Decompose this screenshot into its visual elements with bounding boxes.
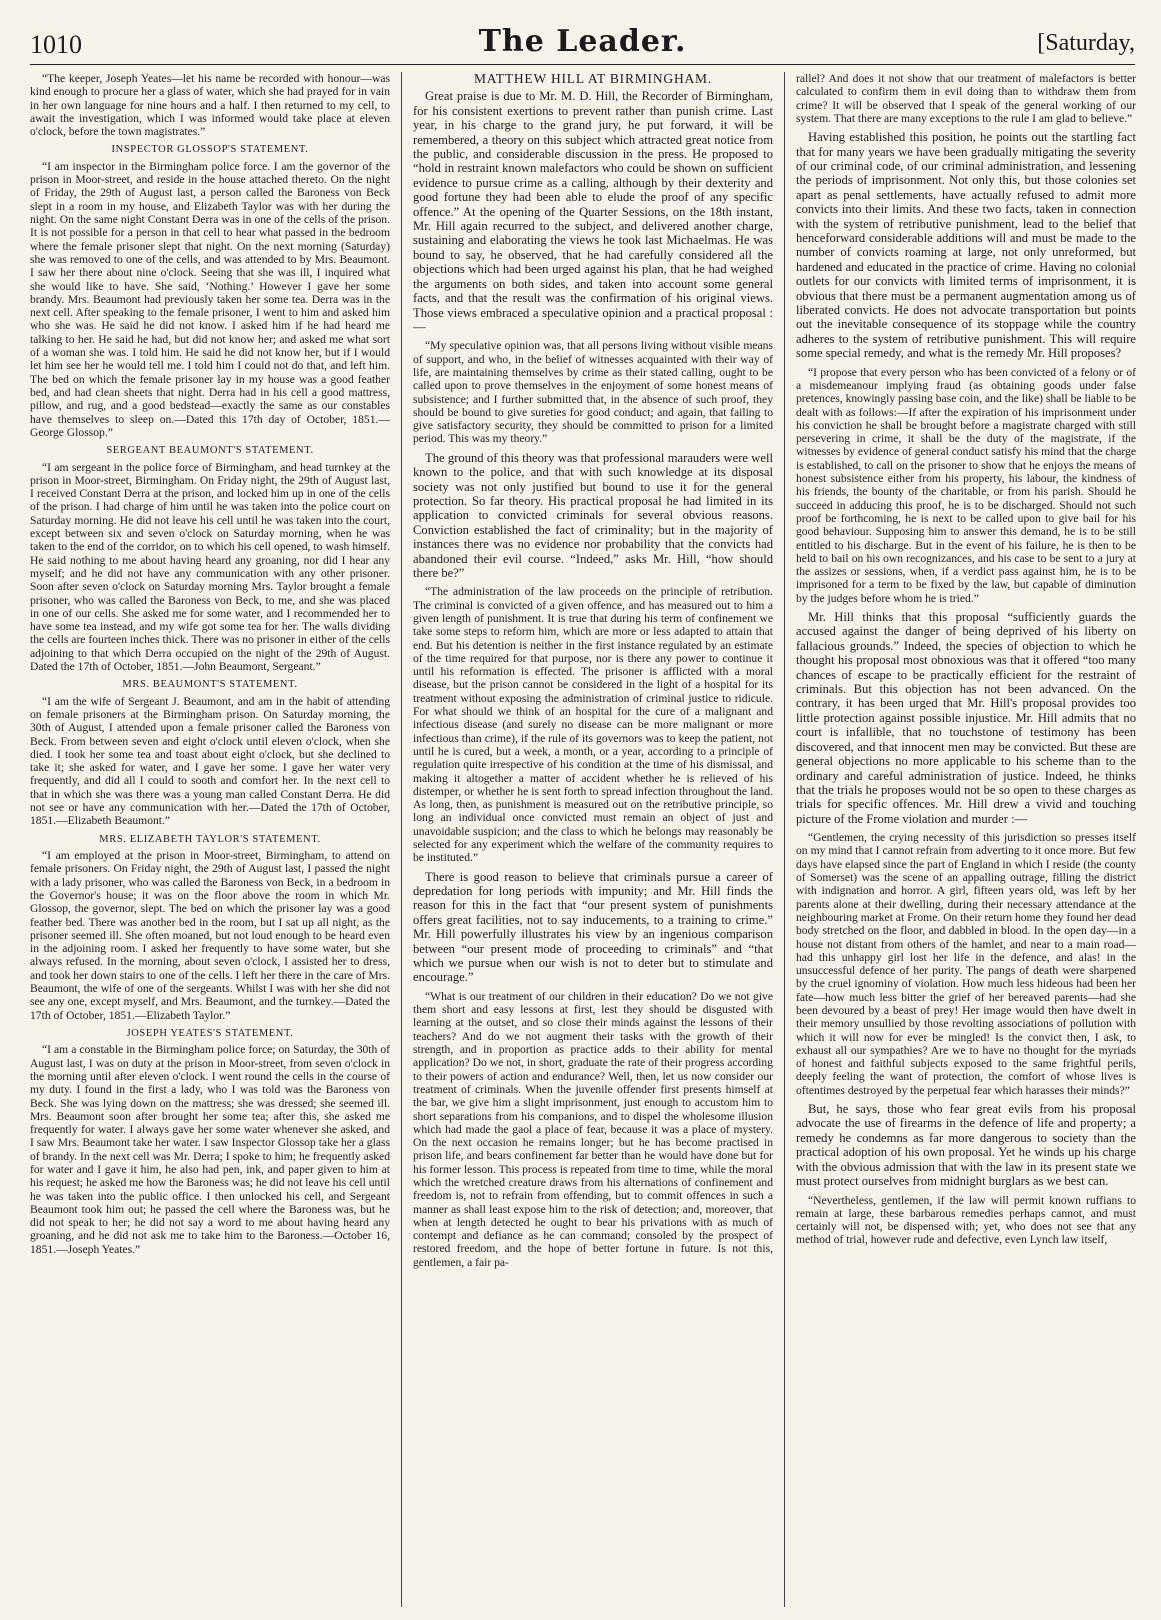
dateline: [Saturday, [1037, 30, 1135, 56]
column-2 [413, 72, 773, 1607]
paragraph: Having established this position, he points out the startling fact that for many years we have been gradually mitigating the severity of our criminal code, of our criminal administration, and lessening the periods of imprisonment. Not only this, but those colonies set apart as penal settlements, have actually refused to admit more convicts into their limits. And these two facts, taken in connection with the system of retributive punishment, lead to the belief that henceforward considerable additions will and must be made to the number of convicts roaming at large, not only unreformed, but hardened and educated in the practice of crime. Having no colonial outlets for our convicts with limited terms of imprisonment, it is obvious that there must be a permanent augmentation among us of liberated convicts. He does not advocate transportation but points out the inevitable consequence of its stoppage while the country adheres to the system of retributive punishment. This will require some special remedy, and what is the remedy Mr. Hill proposes? [796, 130, 1136, 361]
page-header [30, 18, 1135, 65]
quotation: “The administration of the law proceeds on the principle of retribution. The criminal is convicted of a given offence, and has measured out to him a given length of punishment. It is true that during his term of confinement we take some steps to reform him, which are more or less adapted to attain that end. But his detention is neither in the first instance regulated by an estimate of the time required for that purpose, nor is there any power to continue it until his reformation is effected. The prisoner is afflicted with a moral disease, but the prison cannot be considered in the light of a hospital for its treatment without exposing the administration of criminal justice to ridicule. For what should we think of an hospital for the cure of a malignant and infectious disease (and surely no disease can be more malignant or more infectious than crime), if the rule of its governors was to keep the patient, not until he is cured, but a week, a month, or a year, according to a principle of regulation quite irrespective of his condition at the time of his dismissal, and making it altogether a matter of accident whether he is relieved of his distemper, or whether he is sent forth to spread infection throughout the land. As long, then, as punishment is measured out on the retributive principle, so long an individual once convicted must remain an object of just and unavoidable suspicion; and the class to which he belongs may reasonably be selected for any experiment which the welfare of the community requires to be instituted.” [413, 585, 773, 865]
paragraph: Great praise is due to Mr. M. D. Hill, the Recorder of Birmingham, for his consistent exertions to prevent rather than punish crime. Last year, in his charge to the grand jury, he put forward, it will be remembered, a theory on this subject which attracted great notice from the public, and considerable discussion in the press. He proposed to “hold in restraint known malefactors who could be shown on sufficient evidence to pursue crime as a calling, although by their dexterity and good fortune they had been able to elude the proof of any specific offence.” At the opening of the Quarter Sessions, on the 18th instant, Mr. Hill again recurred to the subject, and delivered another charge, sustaining and elaborating the views he took last Michaelmas. He was bound to say, he observed, that he had carefully considered all the objections which had been urged against his plan, that he had weighed the arguments on both sides, and taken into account some general facts, and that the result was the confirmation of his original views. Those views embraced a speculative opinion and a practical proposal :— [413, 89, 773, 334]
section-heading: MRS. BEAUMONT'S STATEMENT. [122, 679, 298, 691]
quotation: rallel? And does it not show that our treatment of malefactors is better calculated to confirm them in evil doing than to withdraw them from crime? It will be observed that I speak of the general working of our system. That there are many exceptions to the rule I am glad to believe.” [796, 72, 1136, 125]
quotation: “What is our treatment of our children in their education? Do we not give them short and easy lessons at first, lest they should be disgusted with learning at the outset, and so close their minds against the lessons of their teachers? And do we not augment their tasks with the growth of their strength, and in proportion as practice adds to their ability for mental application? Do we not, in short, graduate the rate of their progress according to their powers of action and endurance? Well, then, let us now consider our treatment of criminals. When the juvenile offender first presents himself at the bar, we give him a slight imprisonment, just enough to accustom him to short separations from his companions, and to dispel the wholesome illusion which had made the gaol a place of fear, because it was a place of mystery. On the next occasion he remains longer; but he has become practised in prison life, and bears confinement far better than he would have done but for his former lesson. This process is repeated from time to time, while the moral which the wretched creature draws from his alternations of confinement and freedom is, not to refrain from offending, but to commit offences in such a manner as shall least expose him to the risk of detection; and, moreover, that when at length detected he ought to bear his privations with as much of contempt and defiance as he can command; consoled by the prospect of restored freedom, and the hope of better fortune in future. Is not this, gentlemen, a fair pa- [413, 989, 773, 1269]
paragraph: But, he says, those who fear great evils from his proposal advocate the use of firearms in the defence of life and property; a remedy he condemns as far more dangerous to society than the practical adoption of his own proposal. Yet he winds up his charge with the obvious admission that with the law in its present state we must protect ourselves from midnight burglars as we best can. [796, 1102, 1136, 1189]
page-number: 1010 [30, 30, 82, 59]
paragraph: “I am sergeant in the police force of Birmingham, and head turnkey at the prison in Moor-street, Birmingham. On Friday night, the 29th of August last, I received Constant Derra at the prison, and locked him up in one of the cells of the prison. I had charge of him until he was taken into the police court on Saturday morning. He did not leave his cell until he was taken into the court, except between six and seven o'clock on Saturday morning, when he was taken to the end of the corridor, on to which his cell opened, to wash himself. He said nothing to me about having heard any groaning, nor did I hear any myself; and he did not have any communication with any other prisoner. Soon after seven o'clock on Saturday morning Mrs. Taylor brought a female prisoner, who was called the Baroness von Beck, to me, and she was placed in one of our cells. She asked me for some water, and I recommended her to have some tea instead, and my wife got some tea for her. The walls dividing the cells are fourteen inches thick. There was no prisoner in either of the cells adjoining to that which Derra occupied on the night of the 29th of August. Dated the 17th of October, 1851.—John Beaumont, Sergeant.” [30, 460, 390, 673]
article-title: MATTHEW HILL AT BIRMINGHAM. [473, 72, 713, 86]
paragraph: “The keeper, Joseph Yeates—let his name be recorded with honour—was kind enough to procure her a glass of water, which she had prayed for in vain in her own language for nine hours and a half. I then returned to my cell, to await the investigation, which I was informed would take place at eleven o'clock, before the town magistrates.” [30, 72, 390, 139]
paragraph: “I am a constable in the Birmingham police force; on Saturday, the 30th of August last, I was on duty at the prison in Moor-street, from seven o'clock in the morning until after eleven o'clock. I went round the cells in the course of my duty. I found in the first a lady, who I was told was the Baroness von Beck. She was lying down on the mattress; she was dressed; she seemed ill. Mrs. Beaumont soon after brought her some tea; after this, she asked me frequently for water. I always gave her some water whenever she asked, and I saw Mrs. Beaumont take her water. I saw Inspector Glossop take her a glass of brandy. In the next cell was Mr. Derra; I spoke to him; he frequently asked for water and I gave it him, he also had pen, ink, and paper given to him at his request; he asked me how the Baroness was; he did not leave his cell until he was taken into the public office. I then unlocked his cell, and Sergeant Beaumont took him out; he passed the cell where the Baroness was, but he did not speak to her; he did not say a word to me about having heard any groaning, and he did not ask me to take him to the Baroness.—October 16, 1851.—Joseph Yeates.” [30, 1043, 390, 1256]
column-1 [30, 72, 390, 1607]
column-3 [796, 72, 1136, 1607]
paragraph: “I am the wife of Sergeant J. Beaumont, and am in the habit of attending on female prisoners at the Birmingham prison. On Saturday morning, the 30th of August, I attended upon a female prisoner called the Baroness von Beck. From between seven and eight o'clock until eleven o'clock, when she died. I took her some tea and toast about eight o'clock, but she declined to take it; she asked for water, and I gave her some. I gave her water very frequently, and did all I could to sooth and comfort her. In the next cell to that in which she was there was a young man called Constant Derra. He did not see or have any communication with her.—Dated the 17th of October, 1851.—Elizabeth Beaumont.” [30, 694, 390, 828]
paragraph: “I am inspector in the Birmingham police force. I am the governor of the prison in Moor-street, and reside in the house attached thereto. On the night of Friday, the 29th of August last, a person called the Baroness von Beck slept in a room in my house, and Elizabeth Taylor was with her during the night. On the same night Constant Derra was in one of the cells of the prison. It is not possible for a person in that cell to hear what passed in the bedroom where the female prisoner slept that night. On the next morning (Saturday) she was removed to one of the cells, and was attended to by Mrs. Beaumont. I saw her there about nine o'clock. Seeing that she was ill, I inquired what she would like to have. She said, ‘Nothing.’ However I gave her some brandy. Mrs. Beaumont had previously taken her some tea. Derra was in the next cell. After speaking to the female prisoner, I went to him and asked him who she was. He said he did not know. I asked him if he had heard me talking to her. He said he had, but did not know her; and asked me what sort of a woman she was. I told him. He said he did not know her, but if I would let him see her he would tell me. I told him I could not do that, and left him. The bed on which the female prisoner lay in my house was a good feather bed, and had clean sheets that night. Derra had in his cell a good mattress, pillow, and rug, and a good bedstead—exactly the same as our constables have themselves to sleep on.—Dated this 17th day of October, 1851.—George Glossop.” [30, 159, 390, 439]
paragraph: “I am employed at the prison in Moor-street, Birmingham, to attend on female prisoners. On Friday night, the 29th of August last, I passed the night with a lady prisoner, who was called the Baroness von Beck, in a bedroom in the Governor's house; it was on the floor above the room in which Mr. Glossop, the governor, slept. The bed on which the prisoner lay was a good feather bed. There was another bed in the room, but I sat up all night, as the prisoner seemed ill. She often moaned, but not loud enough to be heard even in the adjoining room. I asked her frequently to have some water, but she always refused. In the morning, about seven o'clock, I assisted her to dress, and took her down stairs to one of the cells. I left her there in the care of Mrs. Beaumont, the wife of one of the sergeants. Whilst I was with her she did not see any one, except myself, and Mrs. Beaumont, and the turnkey.—Dated the 17th of October, 1851.—Elizabeth Taylor.” [30, 849, 390, 1022]
paragraph: The ground of this theory was that professional marauders were well known to the police, and that with such knowledge at its disposal society was not only justified but bound to use it for the general protection. So far theory. His practical proposal he had limited in its application to convicted criminals for several obvious reasons. Conviction established the fact of criminality; but in the majority of instances there was no evidence nor probability that the convicts had abandoned their evil course. “Indeed,” asks Mr. Hill, “how should there be?” [413, 450, 773, 580]
paragraph: Mr. Hill thinks that this proposal “sufficiently guards the accused against the danger of being deprived of his liberty on fallacious grounds.” Indeed, the species of objection to which he thought his proposal most obnoxious was that it offered “too many chances of escape to be practically efficient for the restraint of criminals. But this objection has not been advanced. On the contrary, it has been urged that Mr. Hill's proposal provides too little protection against possible injustice. Mr. Hill admits that no court is infallible, that no touchstone of testimony has been discovered, and that innocent men may be convicted. But these are general objections no more applicable to his scheme than to the ordinary and careful administration of justice. Indeed, he thinks that the trials he proposes would not be so open to these charges as trials for specific offences. Mr. Hill drew a vivid and touching picture of the Frome violation and murder :— [796, 610, 1136, 826]
section-heading: INSPECTOR GLOSSOP'S STATEMENT. [111, 144, 309, 156]
masthead: The Leader. [478, 24, 687, 59]
section-heading: SERGEANT BEAUMONT'S STATEMENT. [106, 445, 314, 457]
quotation: “My speculative opinion was, that all persons living without visible means of support, and who, in the belief of witnesses acquainted with their way of life, are maintaining themselves by crime as their stated calling, ought to be called upon to prove themselves in the enjoyment of some honest means of subsistence; and I further submitted that, in the absence of such proof, they should be bound to give sureties for good conduct; and again, that failing to give satisfactory security, they should be committed to prison for a limited period. This was my theory.” [413, 339, 773, 446]
quotation: “I propose that every person who has been convicted of a felony or of a misdemeanour implying fraud (as obtaining goods under false pretences, knowingly passing base coin, and the like) shall be liable to be dealt with as follows:—If after the expiration of his imprisonment under his conviction he shall be brought before a magistrate charged with still persevering in crime, it shall be the duty of the magistrate, if the witnesses by evidence of general conduct satisfy his mind that the charge is established, to call on the prisoner to show that he enjoys the means of honest subsistence either from his property, his labour, the kindness of his friends, the bounty of the charitable, or from his parish. Should he succeed in adducing this proof, he is to be discharged. Should not such proof be forthcoming, he is next to be called upon to give bail for his good behaviour. Supposing him to answer this demand, he is to be still entitled to his discharge. But in the event of his failure, he is then to be held to bail on his own recognizances, and his case to be sent to a jury at the assizes or sessions, when, if a verdict pass against him, he is to be imprisoned for a term to be fixed by the law, but capable of diminution by the judges before whom he is tried.” [796, 365, 1136, 605]
paragraph: There is good reason to believe that criminals pursue a career of depredation for long periods with impunity; and Mr. Hill finds the reason for this in the fact that “our present system of punishments offers great facilities, not to say inducements, to a training to crime.” Mr. Hill powerfully illustrates his view by an ingenious comparison between “our present mode of proceeding to criminals” and “that which we pursue when our wish is not to deter but to stimulate and encourage.” [413, 869, 773, 985]
quotation: “Nevertheless, gentlemen, if the law will permit known ruffians to remain at large, these barbarous remedies perhaps cannot, and must certainly will not, be dispensed with; yet, who does not see that any method of trial, however rude and defective, even Lynch law itself, [796, 1193, 1136, 1247]
column-rule [784, 72, 785, 1607]
section-heading: JOSEPH YEATES'S STATEMENT. [126, 1027, 294, 1039]
quotation: “Gentlemen, the crying necessity of this jurisdiction so presses itself on my mind that I cannot refrain from adverting to it once more. But few days have elapsed since the part of England in which I reside (the county of Somerset) was the scene of an appalling outrage, filling the district with indignation and horror. A girl, fifteen years old, was left by her parents alone at their dwelling, during their necessary attendance at the neighbouring market at Frome. On their return home they found her dead body stretched on the floor, and dabbled in blood. In the open day—in a house not distant from others of the hamlet, and near to a main road—had this unhappy girl lost her life in the defence, and alas! in the unsuccessful defence of her purity. The pangs of death were sharpened by the cruel ignominy of violation. How much less hideous had been her fate—how much less bitter the grief of her bereaved parents—had she been devoured by a beast of prey! Her image would then have dwelt in their memory unsullied by those revolting associations of pollution with which it will now for ever be mingled! Is the convict then, I ask, to exhaust all our sympathies? Are we to have no thought for the myriads of honest and faithful subjects exposed to the same frightful perils, deeply feeling the want of protection, the comfort of whose lives is oftentimes destroyed by the perpetual fear which harasses their minds?” [796, 831, 1136, 1097]
column-rule [401, 72, 402, 1607]
section-heading: MRS. ELIZABETH TAYLOR'S STATEMENT. [99, 833, 321, 845]
